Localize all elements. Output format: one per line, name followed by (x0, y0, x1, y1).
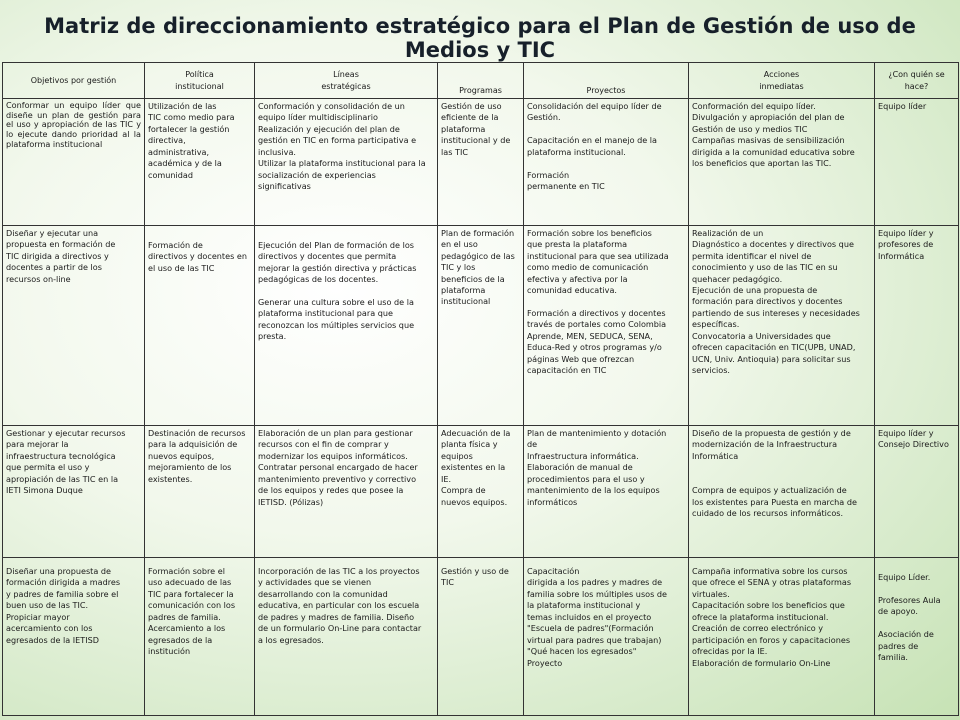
cell-proyectos: Consolidación del equipo líder de Gestión. Capacitación en el manejo de la plataforma institucional. Formación permanente en TIC (524, 99, 689, 226)
header-politica: Política institucional (145, 63, 255, 99)
header-row (3, 63, 959, 99)
cell-lineas: Incorporación de las TIC a los proyectos y actividades que se vienen desarrollando con la comunidad educativa, en particular con los escuela de padres y madres de familia. Diseño de un formulario On-Line para contactar a los egresados. (255, 557, 438, 715)
header-quien: ¿Con quién se hace? (875, 63, 959, 99)
cell-lineas: Ejecución del Plan de formación de los directivos y docentes que permita mejorar la gestión directiva y prácticas pedagógicas de los docentes. Generar una cultura sobre el uso de la plataforma institucional para que reconozcan los múltiples servicios que presta. (255, 225, 438, 425)
cell-objetivo: Gestionar y ejecutar recursos para mejorar la infraestructura tecnológica que permita el uso y apropiación de las TIC en la IETI Simona Duque (3, 425, 145, 557)
cell-programas: Plan de formación en el uso pedagógico de las TIC y los beneficios de la plataforma institucional (438, 225, 524, 425)
cell-objetivo: Diseñar una propuesta de formación dirigida a madres y padres de familia sobre el buen uso de las TIC. Propiciar mayor acercamiento con los egresados de la IETISD (3, 557, 145, 715)
cell-quien: Equipo líder (875, 99, 959, 226)
cell-politica: Utilización de las TIC como medio para fortalecer la gestión directiva, administrativa, académica y de la comunidad (145, 99, 255, 226)
cell-lineas: Elaboración de un plan para gestionar recursos con el fin de comprar y modernizar los equipos informáticos. Contratar personal encargado de hacer mantenimiento preventivo y correctivo de los equipos y redes que posee la IETISD. (Pólizas) (255, 425, 438, 557)
cell-programas: Adecuación de la planta física y equipos existentes en la IE. Compra de nuevos equipos. (438, 425, 524, 557)
cell-proyectos: Plan de mantenimiento y dotación de Infraestructura informática. Elaboración de manual de procedimientos para el uso y mantenimiento de la los equipos informáticos (524, 425, 689, 557)
cell-proyectos: Capacitación dirigida a los padres y madres de familia sobre los múltiples usos de la plataforma institucional y temas incluidos en el proyecto "Escuela de padres"(Formación virtual para padres que trabajan) "Qué hacen los egresados" Proyecto (524, 557, 689, 715)
cell-politica: Formación sobre el uso adecuado de las TIC para fortalecer la comunicación con los padres de familia. Acercamiento a los egresados de la institución (145, 557, 255, 715)
table-row (3, 99, 959, 226)
table-row (3, 425, 959, 557)
table-row (3, 225, 959, 425)
header-programas: Programas (438, 63, 524, 99)
cell-acciones: Conformación del equipo líder. Divulgación y apropiación del plan de Gestión de uso y medios TIC Campañas masivas de sensibilización dirigida a la comunidad educativa sobre los beneficios que aportan las TIC. (689, 99, 875, 226)
cell-proyectos: Formación sobre los beneficios que presta la plataforma institucional para que sea utilizada como medio de comunicación efectiva y afectiva por la comunidad educativa. Formación a directivos y docentes través de portales como Colombia Aprende, MEN, SEDUCA, SENA, Educa-Red y otros programas y/o páginas Web que ofrezcan capacitación en TIC (524, 225, 689, 425)
cell-quien: Equipo líder y Consejo Directivo (875, 425, 959, 557)
table-row (3, 557, 959, 715)
cell-quien: Equipo Líder. Profesores Aula de apoyo. Asociación de padres de familia. (875, 557, 959, 715)
cell-lineas: Conformación y consolidación de un equipo líder multidisciplinario Realización y ejecución del plan de gestión en TIC en forma participativa e inclusiva. Utilizar la plataforma institucional para la socialización de experiencias significativas (255, 99, 438, 226)
cell-programas: Gestión y uso de TIC (438, 557, 524, 715)
header-lineas: Líneas estratégicas (255, 63, 438, 99)
cell-acciones: Diseño de la propuesta de gestión y de modernización de la Infraestructura Informática Compra de equipos y actualización de los existentes para Puesta en marcha de cuidado de los recursos informáticos. (689, 425, 875, 557)
cell-acciones: Realización de un Diagnóstico a docentes y directivos que permita identificar el nivel de conocimiento y uso de las TIC en su quehacer pedagógico. Ejecución de una propuesta de formación para directivos y docentes partiendo de sus intereses y necesidades específicas. Convocatoria a Universidades que ofrecen capacitación en TIC(UPB, UNAD, UCN, Univ. Antioquia) para solicitar sus servicios. (689, 225, 875, 425)
header-proyectos: Proyectos (524, 63, 689, 99)
cell-acciones: Campaña informativa sobre los cursos que ofrece el SENA y otras plataformas virtuales. Capacitación sobre los beneficios que ofrece la plataforma institucional. Creación de correo electrónico y participación en foros y capacitaciones ofrecidas por la IE. Elaboración de formulario On-Line (689, 557, 875, 715)
strategy-matrix-table (2, 62, 959, 716)
cell-programas: Gestión de uso eficiente de la plataforma institucional y de las TIC (438, 99, 524, 226)
cell-quien: Equipo líder y profesores de Informática (875, 225, 959, 425)
cell-politica: Destinación de recursos para la adquisición de nuevos equipos, mejoramiento de los existentes. (145, 425, 255, 557)
cell-objetivo: Conformar un equipo líder que diseñe un plan de gestión para el uso y apropiación de las TIC y lo ejecute dando prioridad al la plataforma institucional (3, 99, 145, 226)
header-acciones: Acciones inmediatas (689, 63, 875, 99)
page-title: Matriz de direccionamiento estratégico para el Plan de Gestión de uso de Medios y TIC (44, 14, 916, 62)
header-objetivos: Objetivos por gestión (3, 63, 145, 99)
cell-objetivo: Diseñar y ejecutar una propuesta en formación de TIC dirigida a directivos y docentes a partir de los recursos on-line (3, 225, 145, 425)
cell-politica: Formación de directivos y docentes en el uso de las TIC (145, 225, 255, 425)
